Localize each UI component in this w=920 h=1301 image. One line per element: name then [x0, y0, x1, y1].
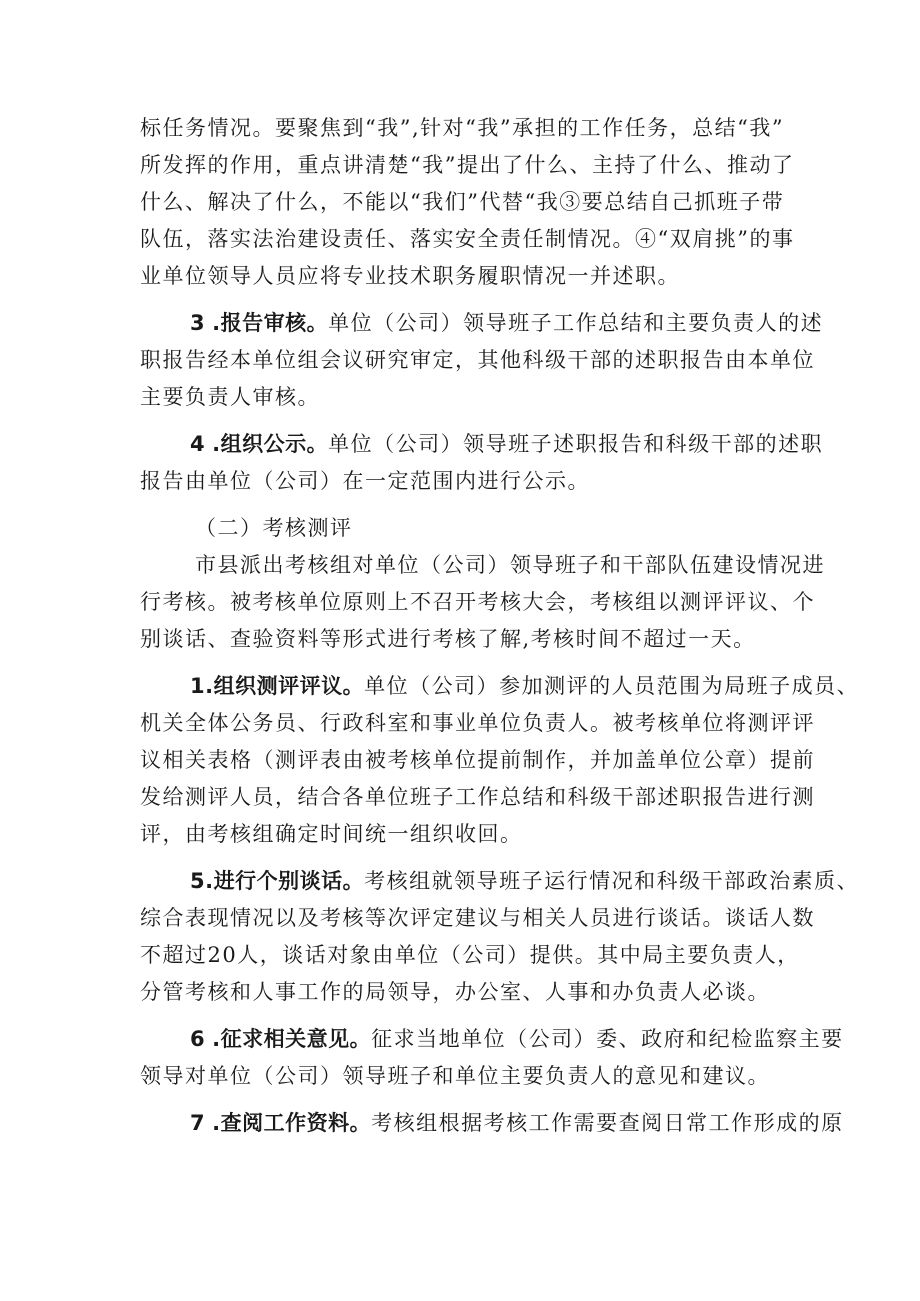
item-7-paragraph	[140, 1105, 844, 1142]
item-6-paragraph	[140, 1021, 844, 1095]
item-3-paragraph	[140, 305, 824, 416]
text-line: 领导对单位（公司）领导班子和单位主要负责人的意见和建议。	[140, 1064, 770, 1088]
text-line: 别谈话、查验资料等形式进行考核了解,考核时间不超过一天。	[140, 627, 756, 651]
text-line: 机关全体公务员、行政科室和事业单位负责人。被考核单位将测评评	[140, 711, 815, 735]
item-text: 考核组根据考核工作需要查阅日常工作形成的原	[371, 1111, 844, 1135]
section-title: （二）考核测评	[195, 516, 353, 540]
item-heading: 5.进行个别谈话。	[190, 869, 365, 893]
text-line: 报告由单位（公司）在一定范围内进行公示。	[140, 469, 590, 493]
item-number: 4	[190, 432, 207, 456]
text-line: 市县派出考核组对单位（公司）领导班子和干部队伍建设情况进	[195, 553, 825, 577]
text-line: 议相关表格（测评表由被考核单位提前制作，并加盖单位公章）提前	[140, 748, 815, 772]
item-text: 单位（公司）参加测评的人员范围为局班子成员、	[364, 674, 860, 698]
item-number: 7	[190, 1111, 207, 1135]
text-line: 主要负责人审核。	[140, 385, 320, 409]
text-line: 标任务情况。要聚焦到“我”,针对“我”承担的工作任务，总结“我”	[140, 116, 785, 140]
item-text: 单位（公司）领导班子工作总结和主要负责人的述	[328, 311, 824, 335]
text-line: 什么、解决了什么，不能以“我们”代替“我③要总结自己抓班子带	[140, 190, 785, 214]
item-text: 征求当地单位（公司）委、政府和纪检监察主要	[371, 1027, 844, 1051]
text-line: 综合表现情况以及考核等次评定建议与相关人员进行谈话。谈话人数	[140, 906, 815, 930]
intro-paragraph	[140, 110, 795, 295]
item-5-paragraph	[140, 863, 860, 1011]
text-line: 评，由考核组确定时间统一组织收回。	[140, 822, 523, 846]
item-1-paragraph	[140, 668, 860, 853]
text-line: 业单位领导人员应将专业技术职务履职情况一并述职。	[140, 264, 680, 288]
item-heading: .征求相关意见。	[212, 1027, 372, 1051]
section-2	[140, 510, 825, 658]
document-page	[140, 110, 860, 1142]
item-heading: .报告审核。	[212, 311, 329, 335]
item-heading: 1.组织测评评议。	[190, 674, 365, 698]
text-line: 职报告经本单位组会议研究审定，其他科级干部的述职报告由本单位	[140, 348, 815, 372]
item-4-paragraph	[140, 426, 824, 500]
item-heading: .组织公示。	[212, 432, 329, 456]
text-line: 分管考核和人事工作的局领导，办公室、人事和办负责人必谈。	[140, 980, 770, 1004]
text-line: 行考核。被考核单位原则上不召开考核大会，考核组以测评评议、个	[140, 590, 815, 614]
text-line: 发给测评人员，结合各单位班子工作总结和科级干部述职报告进行测	[140, 785, 815, 809]
item-text: 考核组就领导班子运行情况和科级干部政治素质、	[364, 869, 860, 893]
item-text: 单位（公司）领导班子述职报告和科级干部的述职	[328, 432, 824, 456]
text-line: 不超过20人，谈话对象由单位（公司）提供。其中局主要负责人，	[140, 943, 800, 967]
text-line: 队伍，落实法治建设责任、落实安全责任制情况。④“双肩挑”的事	[140, 227, 795, 251]
item-heading: .查阅工作资料。	[212, 1111, 372, 1135]
text-line: 所发挥的作用，重点讲清楚“我”提出了什么、主持了什么、推动了	[140, 153, 795, 177]
item-number: 3	[190, 311, 207, 335]
item-number: 6	[190, 1027, 207, 1051]
